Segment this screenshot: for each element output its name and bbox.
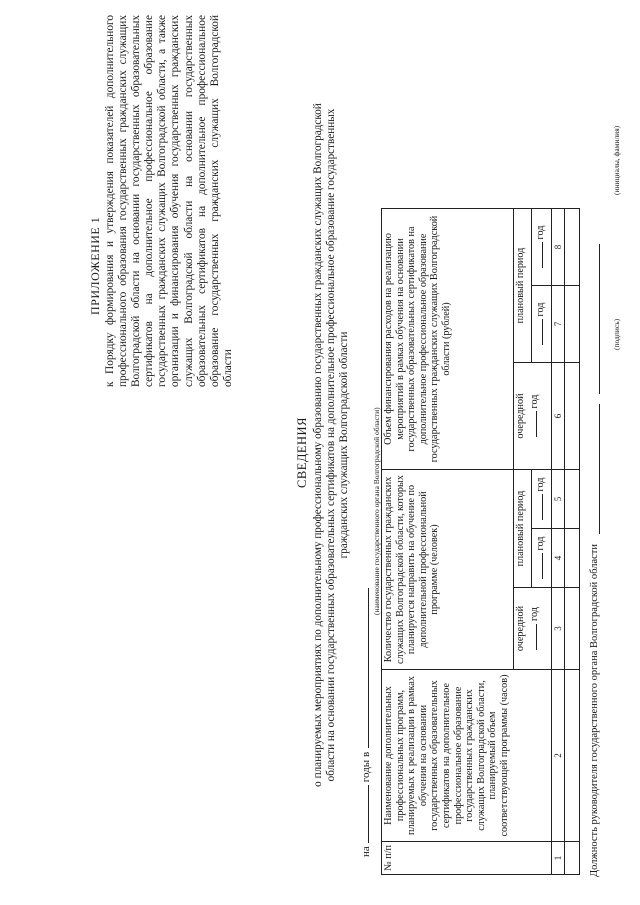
header-funding-next-year: очередной год bbox=[514, 363, 552, 470]
column-number: 8 bbox=[552, 209, 565, 286]
header-count-plan-year-1: год bbox=[532, 529, 552, 588]
table-cell bbox=[565, 529, 580, 588]
empty-data-row bbox=[565, 209, 580, 875]
table-cell bbox=[565, 209, 580, 286]
period-years-label: годы в bbox=[360, 751, 372, 783]
signature-blank bbox=[589, 404, 600, 534]
column-number: 4 bbox=[552, 529, 565, 588]
appendix-title: ПРИЛОЖЕНИЕ 1 bbox=[88, 216, 102, 315]
header-program-name: Наименование дополнительных профессиональных программ, планируемых к реализации в рамках обучения на основании государственных образовательных сертификатов на дополнительное профессиональное образование государственных гражданских служащих Волгоградской области, планируемый объем соответствующей программы (часов) bbox=[382, 670, 552, 842]
signature-caption: (подпись) bbox=[612, 318, 621, 350]
document-subtitle: о планируемых мероприятиях по дополнительному профессиональному образованию государственных гражданских служащих Волгоградской области на основании государственных образовательных сертификатов на дополнительное профессиональное образование государственных гражданских служащих Волгоградской области bbox=[312, 103, 350, 787]
column-number-row bbox=[552, 209, 565, 875]
header-count-next-year: очередной год bbox=[514, 588, 552, 670]
header-count-plan-period: плановый период bbox=[514, 470, 532, 588]
column-number: 7 bbox=[552, 286, 565, 363]
table-cell bbox=[565, 588, 580, 670]
header-funding-volume: Объем финансирования расходов на реализацию мероприятий в рамках обучения на основании государственных образовательных сертификатов на дополнительное профессиональное образование государственных гражданских служащих Волгоградской области (рублей) bbox=[382, 209, 514, 470]
header-funding-plan-year-2: год bbox=[532, 209, 552, 286]
appendix-text: к Порядку формирования и утверждения показателей дополнительного профессионального образования государственных гражданских служащих Волгоградской области на основании государственных образовательных сертификатов на дополнительное профессиональное образование государственных гражданских служащих Волгоградской области, а также организации и финансирования обучения государственных гражданских служащих Волгоградской области на основании государственных образовательных сертификатов на дополнительное профессиональное образование государственных гражданских служащих Волгоградской области bbox=[104, 15, 234, 387]
column-number: 2 bbox=[552, 670, 565, 842]
name-blank bbox=[589, 244, 600, 394]
header-number: № п/п bbox=[382, 842, 552, 875]
column-number: 6 bbox=[552, 363, 565, 470]
column-number: 5 bbox=[552, 470, 565, 529]
period-prefix: на bbox=[360, 846, 372, 857]
table-cell bbox=[565, 286, 580, 363]
header-funding-plan-period: плановый период bbox=[514, 209, 532, 363]
data-table bbox=[381, 208, 580, 875]
document-title: СВЕДЕНИЯ bbox=[295, 417, 309, 488]
table-cell bbox=[565, 842, 580, 875]
name-caption: (инициалы, фамилия) bbox=[612, 125, 621, 195]
table-cell bbox=[565, 363, 580, 470]
header-funding-plan-year-1: год bbox=[532, 286, 552, 363]
organization-blank bbox=[358, 588, 369, 748]
table-cell bbox=[565, 670, 580, 842]
organization-caption: (наименование государственного органа Волгоградской области) bbox=[372, 407, 381, 615]
signature-line bbox=[589, 244, 600, 877]
header-employee-count: Количество государственных гражданских служащих Волгоградской области, которых планируется направить на обучение по дополнительной профессиональной программе (человек) bbox=[382, 470, 514, 670]
column-number: 1 bbox=[552, 842, 565, 875]
column-number: 3 bbox=[552, 588, 565, 670]
position-label: Должность руководителя государственного органа Волгоградской области bbox=[589, 543, 600, 877]
table-cell bbox=[565, 470, 580, 529]
years-blank bbox=[358, 785, 369, 843]
period-line bbox=[358, 588, 372, 857]
header-count-plan-year-2: год bbox=[532, 470, 552, 529]
